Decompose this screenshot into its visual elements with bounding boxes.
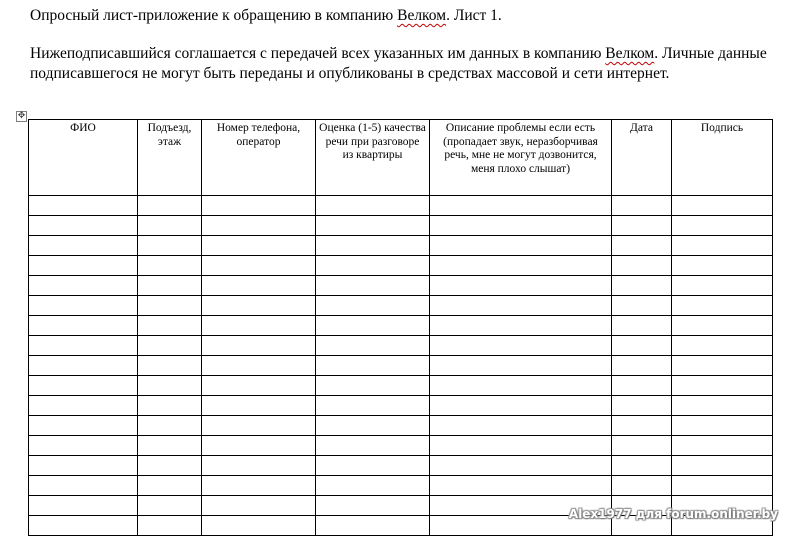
table-cell[interactable]	[138, 496, 202, 516]
table-cell[interactable]	[138, 416, 202, 436]
table-cell[interactable]	[316, 316, 430, 336]
table-cell[interactable]	[316, 396, 430, 416]
table-cell[interactable]	[29, 376, 138, 396]
table-cell[interactable]	[612, 416, 672, 436]
table-cell[interactable]	[316, 336, 430, 356]
header-row	[29, 120, 773, 196]
table-cell[interactable]	[29, 236, 138, 256]
title-text-before: Опросный лист-приложение к обращению в компанию	[30, 7, 398, 24]
table-cell[interactable]	[29, 516, 138, 536]
table-cell[interactable]	[430, 316, 612, 336]
table-cell[interactable]	[29, 336, 138, 356]
table-cell[interactable]	[672, 356, 773, 376]
table-cell[interactable]	[430, 436, 612, 456]
table-cell[interactable]	[612, 436, 672, 456]
table-cell[interactable]	[612, 456, 672, 476]
table-cell[interactable]	[612, 396, 672, 416]
header-cell-entrance-floor: Подъезд, этаж	[138, 120, 202, 196]
header-cell-name: ФИО	[29, 120, 138, 196]
table-cell[interactable]	[202, 516, 316, 536]
table-cell[interactable]	[29, 276, 138, 296]
table-cell[interactable]	[316, 216, 430, 236]
table-cell[interactable]	[202, 376, 316, 396]
table-cell[interactable]	[316, 356, 430, 376]
table-cell[interactable]	[430, 216, 612, 236]
header-cell-problem-description: Описание проблемы если есть (пропадает звук, неразборчивая речь, мне не могут дозвонится, меня плохо слышат)	[430, 120, 612, 196]
table-cell[interactable]	[29, 416, 138, 436]
table-cell[interactable]	[138, 356, 202, 376]
table-row	[29, 376, 773, 396]
table-cell[interactable]	[612, 336, 672, 356]
table-cell[interactable]	[202, 396, 316, 416]
table-cell[interactable]	[612, 296, 672, 316]
table-row	[29, 196, 773, 216]
table-cell[interactable]	[138, 196, 202, 216]
table-cell[interactable]	[316, 256, 430, 276]
table-cell[interactable]	[612, 196, 672, 216]
table-cell[interactable]	[672, 376, 773, 396]
table-cell[interactable]	[29, 496, 138, 516]
table-cell[interactable]	[138, 436, 202, 456]
table-cell[interactable]	[202, 336, 316, 356]
header-cell-phone-operator: Номер телефона, оператор	[202, 120, 316, 196]
table-cell[interactable]	[430, 236, 612, 256]
table-row	[29, 356, 773, 376]
table-cell[interactable]	[316, 476, 430, 496]
header-cell-signature: Подпись	[672, 120, 773, 196]
intro-text-before: Нижеподписавшийся соглашается с передачей всех указанных им данных в компанию	[30, 45, 606, 62]
table-cell[interactable]	[138, 276, 202, 296]
table-cell[interactable]	[29, 296, 138, 316]
table-cell[interactable]	[29, 476, 138, 496]
table-cell[interactable]	[29, 396, 138, 416]
table-row	[29, 216, 773, 236]
table-cell[interactable]	[430, 296, 612, 316]
table-row	[29, 296, 773, 316]
table-row	[29, 336, 773, 356]
document-title	[30, 6, 502, 26]
table-row	[29, 476, 773, 496]
table-cell[interactable]	[138, 216, 202, 236]
table-cell[interactable]	[612, 476, 672, 496]
table-cell[interactable]	[29, 316, 138, 336]
table-cell[interactable]	[316, 276, 430, 296]
table-cell[interactable]	[202, 496, 316, 516]
table-cell[interactable]	[202, 196, 316, 216]
watermark: Alex1977 для forum.onliner.by	[568, 507, 778, 521]
table-cell[interactable]	[316, 456, 430, 476]
table-cell[interactable]	[672, 336, 773, 356]
table-cell[interactable]	[430, 336, 612, 356]
table-row	[29, 396, 773, 416]
table-cell[interactable]	[138, 336, 202, 356]
intro-company-name: Велком	[605, 45, 655, 62]
table-cell[interactable]	[202, 296, 316, 316]
table-cell[interactable]	[138, 316, 202, 336]
table-cell[interactable]	[316, 436, 430, 456]
table-cell[interactable]	[316, 496, 430, 516]
table-cell[interactable]	[672, 196, 773, 216]
table-cell[interactable]	[672, 296, 773, 316]
table-cell[interactable]	[672, 456, 773, 476]
header-cell-date: Дата	[612, 120, 672, 196]
table-cell[interactable]	[138, 256, 202, 276]
table-cell[interactable]	[138, 456, 202, 476]
table-cell[interactable]	[672, 476, 773, 496]
table-cell[interactable]	[29, 356, 138, 376]
table-cell[interactable]	[430, 196, 612, 216]
table-cell[interactable]	[612, 376, 672, 396]
table-cell[interactable]	[29, 216, 138, 236]
table-cell[interactable]	[138, 236, 202, 256]
table-cell[interactable]	[316, 516, 430, 536]
table-cell[interactable]	[430, 476, 612, 496]
table-cell[interactable]	[202, 216, 316, 236]
table-cell[interactable]	[316, 416, 430, 436]
table-cell[interactable]	[612, 356, 672, 376]
header-cell-voice-quality: Оценка (1-5) качества речи при разговоре из квартиры	[316, 120, 430, 196]
table-cell[interactable]	[202, 456, 316, 476]
table-cell[interactable]	[202, 416, 316, 436]
survey-table	[28, 119, 773, 536]
table-cell[interactable]	[612, 256, 672, 276]
table-row	[29, 276, 773, 296]
table-cell[interactable]	[430, 396, 612, 416]
table-cell[interactable]	[430, 376, 612, 396]
table-cell[interactable]	[672, 396, 773, 416]
table-cell[interactable]	[202, 276, 316, 296]
table-cell[interactable]	[138, 296, 202, 316]
table-cell[interactable]	[138, 396, 202, 416]
table-cell[interactable]	[316, 196, 430, 216]
table-cell[interactable]	[612, 216, 672, 236]
table-cell[interactable]	[29, 256, 138, 276]
table-cell[interactable]	[202, 476, 316, 496]
table-cell[interactable]	[202, 256, 316, 276]
table-body	[29, 196, 773, 536]
table-cell[interactable]	[612, 236, 672, 256]
table-cell[interactable]	[316, 376, 430, 396]
table-cell[interactable]	[316, 296, 430, 316]
table-cell[interactable]	[672, 276, 773, 296]
consent-paragraph	[30, 44, 770, 83]
table-cell[interactable]	[612, 276, 672, 296]
table-cell[interactable]	[672, 256, 773, 276]
table-cell[interactable]	[29, 456, 138, 476]
table-cell[interactable]	[612, 316, 672, 336]
table-row	[29, 416, 773, 436]
table-cell[interactable]	[430, 416, 612, 436]
title-company-name: Велком	[397, 7, 447, 24]
title-text-after: . Лист 1.	[446, 7, 502, 24]
table-cell[interactable]	[672, 316, 773, 336]
table-cell[interactable]	[316, 236, 430, 256]
intro-text-after: . Личные данные подписавшегося не могут быть переданы и опубликованы в средствах массовой и сети интернет.	[30, 45, 767, 82]
table-cell[interactable]	[202, 436, 316, 456]
move-table-icon[interactable]: ✥	[17, 111, 26, 121]
table-cell[interactable]	[202, 356, 316, 376]
table-cell[interactable]	[430, 356, 612, 376]
table-cell[interactable]	[138, 516, 202, 536]
table-cell[interactable]	[29, 196, 138, 216]
table-row	[29, 256, 773, 276]
table-cell[interactable]	[138, 376, 202, 396]
table-cell[interactable]	[672, 416, 773, 436]
table-cell[interactable]	[672, 236, 773, 256]
table-cell[interactable]	[672, 436, 773, 456]
table-cell[interactable]	[430, 276, 612, 296]
table-row	[29, 316, 773, 336]
table-cell[interactable]	[430, 256, 612, 276]
table-cell[interactable]	[138, 476, 202, 496]
table-cell[interactable]	[29, 436, 138, 456]
table-cell[interactable]	[430, 456, 612, 476]
table-row	[29, 436, 773, 456]
table-row	[29, 456, 773, 476]
table-cell[interactable]	[202, 236, 316, 256]
table-cell[interactable]	[202, 316, 316, 336]
table-row	[29, 236, 773, 256]
table-cell[interactable]	[672, 216, 773, 236]
